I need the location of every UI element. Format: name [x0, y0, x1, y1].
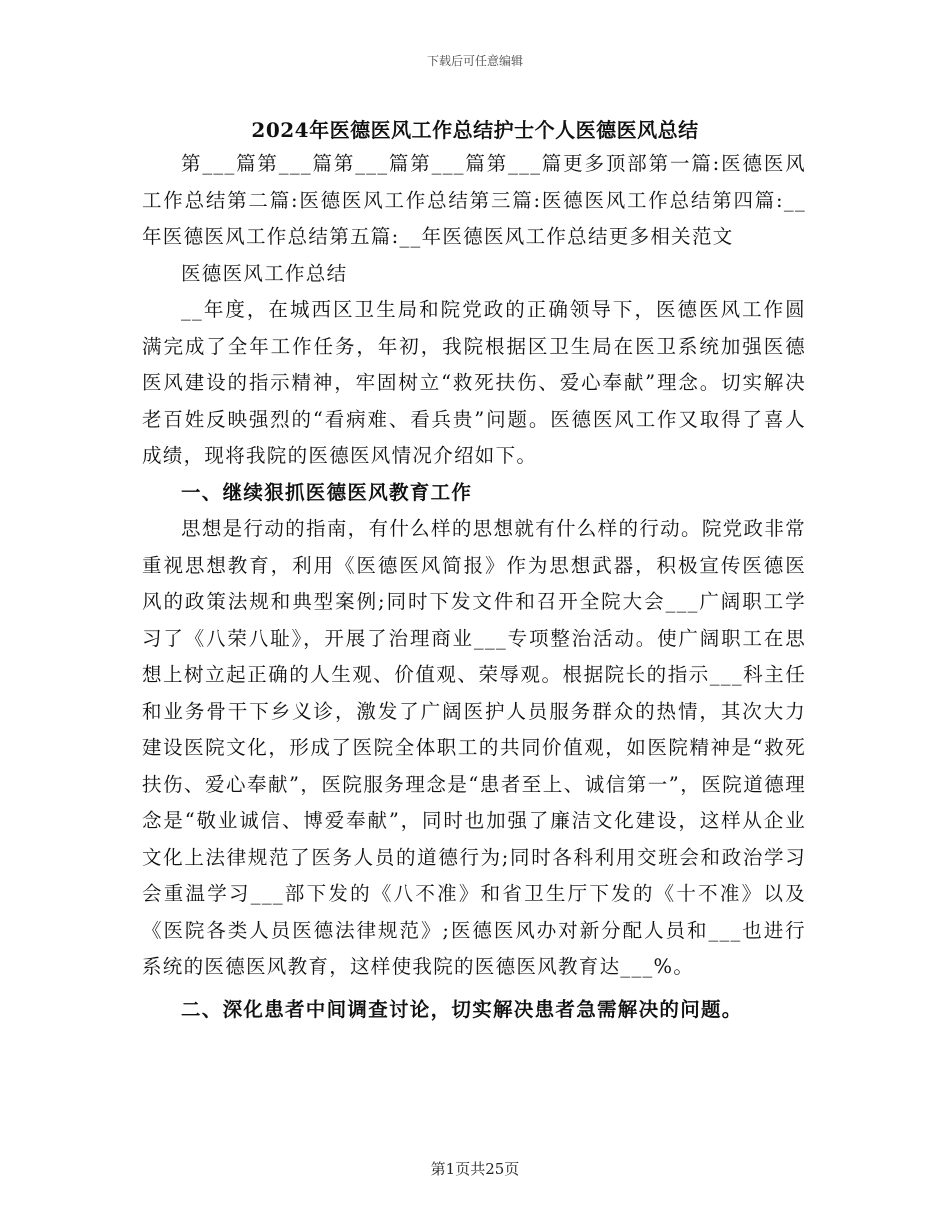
document-title: 2024年医德医风工作总结护士个人医德医风总结: [251, 118, 699, 142]
page-footer: 第1页共25页: [430, 1160, 520, 1178]
subtitle-paragraph: 医德医风工作总结: [181, 261, 348, 285]
section-heading-1: 一、继续狠抓医德医风教育工作: [181, 480, 473, 504]
header-note: 下载后可任意编辑: [426, 54, 523, 68]
toc-paragraph: 第___篇第___篇第___篇第___篇第___篇更多顶部第一篇:医德医风工作总结第二篇:医德医风工作总结第三篇:医德医风工作总结第四篇:__年医德医风工作总结第五篇:__年医德医风工作总结更多相关范文: [142, 152, 806, 248]
section-heading-2: 二、深化患者中间调查讨论，切实解决患者急需解决的问题。: [181, 997, 743, 1021]
intro-paragraph: __年度，在城西区卫生局和院党政的正确领导下，医德医风工作圆满完成了全年工作任务，年初，我院根据区卫生局在医卫系统加强医德医风建设的指示精神，牢固树立“救死扶伤、爱心奉献”理念。切实解决老百姓反映强烈的“看病难、看兵贵”问题。医德医风工作又取得了喜人成绩，现将我院的医德医风情况介绍如下。: [142, 298, 806, 467]
section-1-paragraph: 思想是行动的指南，有什么样的思想就有什么样的行动。院党政非常重视思想教育，利用《医德医风简报》作为思想武器，积极宣传医德医风的政策法规和典型案例;同时下发文件和召开全院大会___广阔职工学习了《八荣八耻》，开展了治理商业___专项整治活动。使广阔职工在思想上树立起正确的人生观、价值观、荣辱观。根据院长的指示___科主任和业务骨干下乡义诊，激发了广阔医护人员服务群众的热情，其次大力建设医院文化，形成了医院全体职工的共同价值观，如医院精神是“救死扶伤、爱心奉献”，医院服务理念是“患者至上、诚信第一”，医院道德理念是“敬业诚信、博爱奉献”，同时也加强了廉洁文化建设，这样从企业文化上法律规范了医务人员的道德行为;同时各科利用交班会和政治学习会重温学习___部下发的《八不准》和省卫生厅下发的《十不准》以及《医院各类人员医德法律规范》;医德医风办对新分配人员和___也进行系统的医德医风教育，这样使我院的医德医风教育达___%。: [142, 517, 806, 978]
document-body: [142, 146, 806, 1028]
